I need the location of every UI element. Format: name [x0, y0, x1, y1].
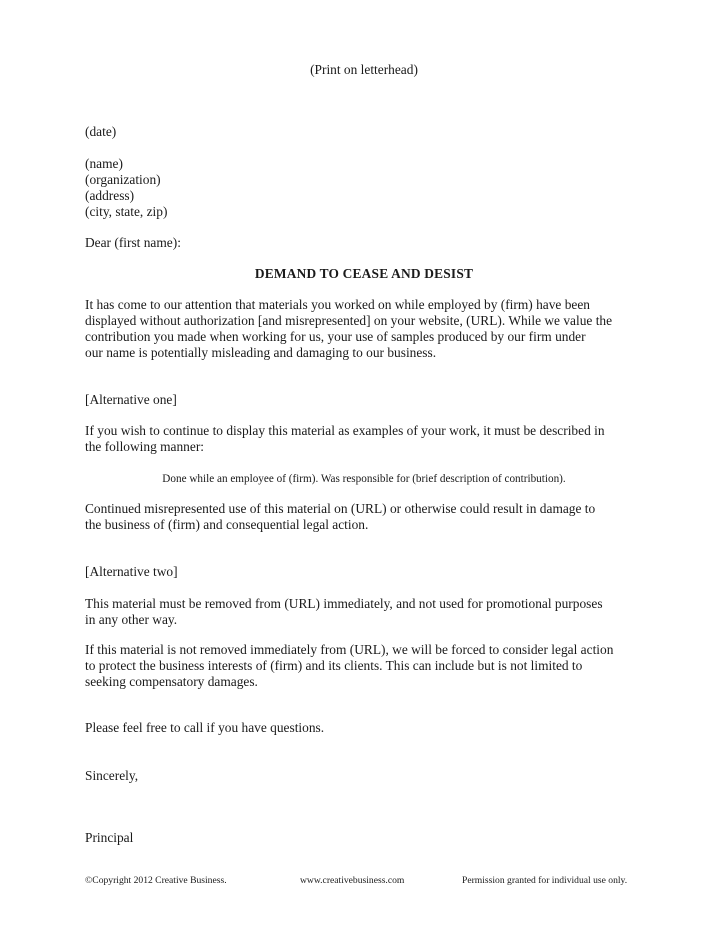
alternative-two-line: This material must be removed from (URL) immediately, and not used for promotional purposes: [85, 596, 603, 611]
recipient-city-state-zip: (city, state, zip): [85, 204, 168, 219]
alternative-two-heading: [Alternative two]: [85, 564, 178, 579]
footer-website: www.creativebusiness.com: [300, 875, 405, 886]
consequence-line: Continued misrepresented use of this material on (URL) or otherwise could result in damage to: [85, 501, 596, 516]
intro-paragraph: [85, 297, 645, 361]
date-placeholder: (date): [85, 124, 117, 139]
recipient-name: (name): [85, 156, 123, 171]
alternative-one-heading: [Alternative one]: [85, 392, 177, 407]
footer-copyright: ©Copyright 2012 Creative Business.: [85, 875, 227, 886]
attribution-quote: Done while an employee of (firm). Was responsible for (brief description of contribution).: [162, 473, 566, 485]
recipient-organization: (organization): [85, 172, 161, 187]
footer-permission: Permission granted for individual use only.: [462, 875, 628, 886]
sign-off: Sincerely,: [85, 768, 139, 783]
salutation: Dear (first name):: [85, 235, 181, 250]
warning-paragraph: [85, 642, 645, 690]
recipient-address: (address): [85, 188, 135, 203]
warning-line: to protect the business interests of (firm) and its clients. This can include but is not limited to: [85, 658, 583, 673]
alternative-one-paragraph: [85, 423, 645, 455]
signatory: Principal: [85, 830, 134, 845]
alternative-one-line: If you wish to continue to display this material as examples of your work, it must be described in: [85, 423, 605, 438]
warning-line: seeking compensatory damages.: [85, 674, 258, 689]
intro-line: displayed without authorization [and misrepresented] on your website, (URL). While we value the: [85, 313, 613, 328]
warning-line: If this material is not removed immediately from (URL), we will be forced to consider legal action: [85, 642, 614, 657]
closing-questions: Please feel free to call if you have questions.: [85, 720, 325, 735]
intro-line: contribution you made when working for us, your use of samples produced by our firm under: [85, 329, 586, 344]
alternative-one-line: the following manner:: [85, 439, 204, 454]
document-title: DEMAND TO CEASE AND DESIST: [254, 266, 474, 281]
intro-line: our name is potentially misleading and damaging to our business.: [85, 345, 437, 360]
alternative-two-line: in any other way.: [85, 612, 178, 627]
print-note: (Print on letterhead): [310, 62, 418, 77]
intro-line: It has come to our attention that materials you worked on while employed by (firm) have been: [85, 297, 590, 312]
consequence-paragraph: [85, 501, 645, 533]
alternative-two-paragraph: [85, 596, 645, 628]
consequence-line: the business of (firm) and consequential legal action.: [85, 517, 369, 532]
